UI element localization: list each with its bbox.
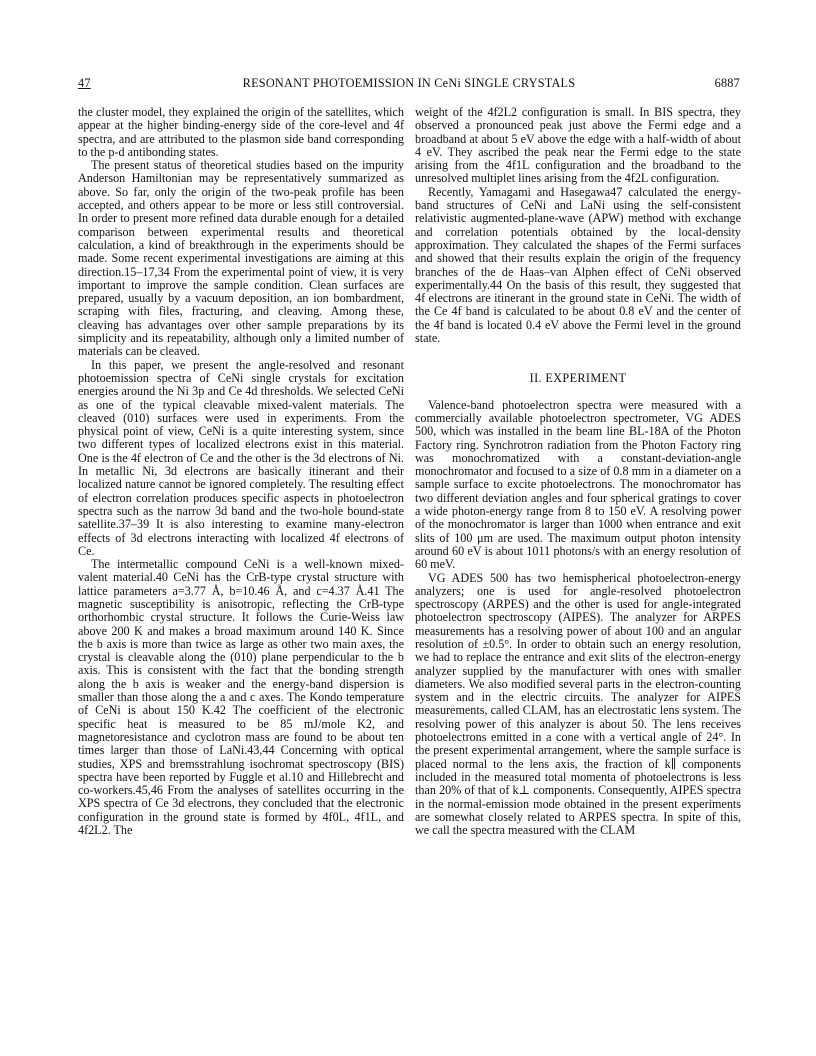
running-title: RESONANT PHOTOEMISSION IN CeNi SINGLE CRYSTALS bbox=[242, 76, 576, 90]
paragraph: Recently, Yamagami and Hasegawa47 calculated the energy-band structures of CeNi and LaNi using the self-consistent relativistic augmented-plane-wave (APW) method with exchange and correlation potentials obtained by the local-density approximation. They calculated the shapes of the Fermi surfaces and showed that their results explain the origin of the frequency branches of the de Haas–van Alphen effect of CeNi observed experimentally.44 On the basis of this result, they suggested that 4f electrons are itinerant in the ground state in CeNi. The width of the Ce 4f band is calculated to be about 0.8 eV and the center of the 4f band is located 0.4 eV above the Fermi level in the ground state. bbox=[415, 184, 741, 346]
paragraph: In this paper, we present the angle-resolved and resonant photoemission spectra of CeNi single crystals for excitation energies around the Ni 3p and Ce 4d thresholds. We selected CeNi as one of the typical cleavable mixed-valent materials. The cleaved (010) surfaces were used in experiments. From the physical point of view, CeNi is a quite interesting system, since two different types of localized electrons exist in this material. One is the 4f electron of Ce and the other is the 3d electrons of Ni. In metallic Ni, 3d electrons are basically itinerant and their localized nature cannot be ignored completely. The resulting effect of electron correlation produces specific aspects in photoelectron spectra such as the narrow 3d band and the two-hole bound-state satellite.37–39 It is also interesting to examine many-electron effects of 3d electrons interacting with localized 4f electrons of Ce. bbox=[78, 357, 404, 558]
right-column bbox=[415, 106, 741, 837]
paragraph: Valence-band photoelectron spectra were measured with a commercially available photoelectron spectrometer, VG ADES 500, which was installed in the beam line BL-18A of the Photon Factory ring. Synchrotron radiation from the Photon Factory ring was monochromatized with a constant-deviation-angle monochromator and focused to a size of 0.8 mm in a diameter on a sample surface to excite photoelectrons. The monochromator has two different deviation angles and four spherical gratings to cover a wide photon-energy range from 8 to 150 eV. A resolving power of the monochromator is larger than 1000 when entrance and exit slits of 100 μm are used. The maximum output photon intensity around 60 eV is about 1011 photons/s with an energy resolution of 60 meV. bbox=[415, 397, 741, 572]
section-heading: II. EXPERIMENT bbox=[529, 371, 627, 386]
paragraph: The intermetallic compound CeNi is a well-known mixed-valent material.40 CeNi has the CrB-type crystal structure with lattice parameters a=3.77 Å, b=10.46 Å, and c=4.37 Å.41 The magnetic susceptibility is anisotropic, reflecting the CrB-type orthorhombic crystal structure. It follows the Curie-Weiss law above 200 K and makes a broad maximum around 140 K. Since the b axis is more than twice as large as other two main axes, the crystal is cleavable along the (010) plane perpendicular to the b axis. This is consistent with the fact that the bonding strength along the b axis is weaker and the energy-band dispersion is smaller than those along the a and c axes. The Kondo temperature of CeNi is about 150 K.42 The coefficient of the electronic specific heat is measured to be 85 mJ/mole K2, and magnetoresistance and cyclotron mass are found to be about ten times larger than those of LaNi.43,44 Concerning with optical studies, XPS and bremsstrahlung isochromat spectroscopy (BIS) spectra have been reported by Fuggle et al.10 and Hillebrecht and co-workers.45,46 From the analyses of satellites occurring in the XPS spectra of Ce 3d electrons, they concluded that the electronic configuration in the ground state is formed by 4f0L, 4f1L, and 4f2L2. The bbox=[78, 557, 404, 838]
paragraph: the cluster model, they explained the origin of the satellites, which appear at the higher binding-energy side of the core-level and 4f spectra, and are attributed to the plasmon side band corresponding to the p-d antibonding states. bbox=[78, 105, 404, 159]
page-header bbox=[78, 76, 740, 92]
left-column bbox=[78, 106, 404, 837]
page-number: 6887 bbox=[714, 76, 740, 90]
paragraph: The present status of theoretical studies based on the impurity Anderson Hamiltonian may be representatively summarized as above. So far, only the origin of the two-peak profile has been accepted, and others appear to be more or less still controversial. In order to present more refined data durable enough for a detailed comparison between experimental results and theoretical calculation, a kind of breakthrough in the experiments should be made. Some recent experimental investigations are aiming at this direction.15–17,34 From the experimental point of view, it is very important to improve the sample condition. Clean surfaces are prepared, usually by a vacuum deposition, an ion bombardment, scraping with files, fracturing, and cleaving. Among these, cleaving has advantages over other sample preparations by its simplicity and its repeatability, although only a limited number of materials can be cleaved. bbox=[78, 158, 404, 359]
volume-number: 47 bbox=[78, 76, 91, 90]
paragraph: weight of the 4f2L2 configuration is small. In BIS spectra, they observed a pronounced peak just above the Fermi edge and a broadband at about 5 eV above the edge with a half-width of about 4 eV. They ascribed the peak near the Fermi edge to the state arising from the 4f1L configuration and the broadband to the unresolved multiplet lines arising from the 4f2L configuration. bbox=[415, 105, 741, 186]
paragraph: VG ADES 500 has two hemispherical photoelectron-energy analyzers; one is used for angle-resolved photoelectron spectroscopy (ARPES) and the other is used for angle-integrated photoelectron spectroscopy (AIPES). The analyzer for ARPES measurements has a resolving power of about 100 and an angular resolution of ±0.5°. In order to obtain such an energy resolution, we had to replace the entrance and exit slits of the electron-energy analyzer supplied by the manufacturer with ones with smaller diameters. We also modified several parts in the electron-counting system and in the electric circuits. The analyzer for AIPES measurements, called CLAM, has an electrostatic lens system. The resolving power of this analyzer is about 50. The lens receives photoelectrons emitted in a cone with a vertical angle of 24°. In the present experimental arrangement, where the sample surface is placed normal to the lens axis, the fraction of k∥ components included in the measured total momenta of photoelectrons is less than 20% of that of k⊥ components. Consequently, AIPES spectra in the normal-emission mode obtained in the present experiments are somewhat closely related to ARPES spectra. In spite of this, we call the spectra measured with the CLAM bbox=[415, 570, 741, 838]
